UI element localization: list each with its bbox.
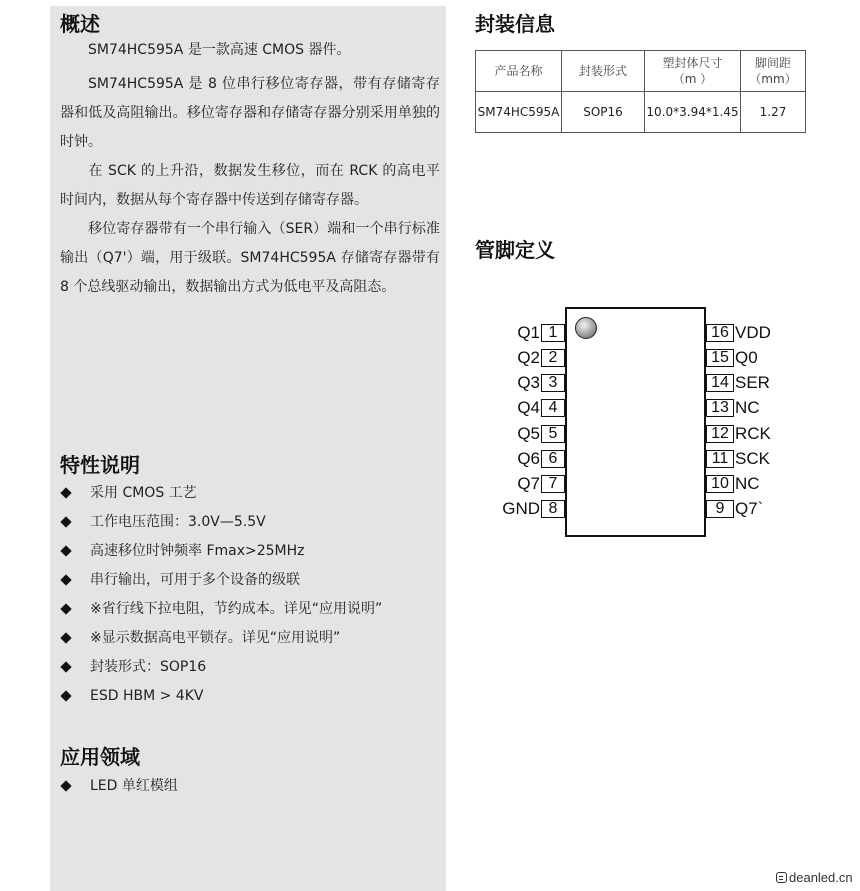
- feature-item: [60, 624, 440, 653]
- header-product-name: 产品名称: [476, 51, 562, 92]
- overview-heading: 概述: [60, 12, 100, 36]
- pin-number: 4: [541, 399, 565, 417]
- deanled-logo-icon: [776, 872, 787, 883]
- diamond-bullet-icon: [60, 690, 71, 701]
- watermark: [776, 870, 853, 885]
- pin-label: Q6: [517, 449, 540, 468]
- header-package-type: 封装形式: [562, 51, 645, 92]
- pin-number: 14: [706, 374, 734, 392]
- application-item: [60, 772, 440, 801]
- pin-number: 7: [541, 475, 565, 493]
- diamond-bullet-icon: [60, 632, 71, 643]
- pin-label: NC: [735, 398, 760, 417]
- package-heading: 封装信息: [475, 12, 555, 36]
- pin-5: [517, 425, 565, 443]
- pin-number: 9: [706, 500, 734, 518]
- feature-item: [60, 566, 440, 595]
- pin-number: 10: [706, 475, 734, 493]
- overview-paragraph-4: [60, 215, 440, 302]
- pin-number: 5: [541, 425, 565, 443]
- overview-paragraph-2: [60, 70, 440, 157]
- pin-8: [502, 500, 565, 518]
- pin-label: SER: [735, 373, 770, 392]
- features-heading: 特性说明: [60, 453, 140, 477]
- overview-text-1: SM74HC595A 是一款高速 CMOS 器件。: [88, 42, 351, 58]
- feature-item: [60, 595, 440, 624]
- diamond-bullet-icon: [60, 661, 71, 672]
- feature-text: 封装形式：SOP16: [90, 659, 207, 675]
- pin-2: [517, 349, 565, 367]
- pin-label: NC: [735, 474, 760, 493]
- applications-heading: 应用领域: [60, 745, 140, 769]
- pin-6: [517, 450, 565, 468]
- pin-label: Q2: [517, 348, 540, 367]
- diamond-bullet-icon: [60, 603, 71, 614]
- pin-9: [706, 500, 763, 518]
- pin-number: 6: [541, 450, 565, 468]
- pin-label: Q0: [735, 348, 758, 367]
- feature-text: 采用 CMOS 工艺: [90, 485, 197, 501]
- pin-number: 16: [706, 324, 734, 342]
- watermark-text: deanled.cn: [789, 870, 853, 885]
- applications-list: [60, 772, 440, 801]
- pin-number: 13: [706, 399, 734, 417]
- pin-label: Q1: [517, 323, 540, 342]
- cell-package-type: SOP16: [562, 92, 645, 133]
- feature-text: ESD HBM > 4KV: [90, 688, 204, 704]
- feature-item: [60, 653, 440, 682]
- pin-13: [706, 399, 760, 417]
- application-text: LED 单红模组: [90, 778, 178, 794]
- header-pin-pitch: 脚间距 （mm）: [741, 51, 806, 92]
- pin-1: [517, 324, 565, 342]
- feature-item: [60, 682, 440, 711]
- overview-paragraph-3: [60, 157, 440, 215]
- overview-paragraph-1: [60, 36, 440, 65]
- pinout-heading: 管脚定义: [475, 238, 555, 262]
- ic-package-body: [565, 307, 706, 537]
- table-row: [476, 92, 806, 133]
- pin-number: 3: [541, 374, 565, 392]
- diamond-bullet-icon: [60, 780, 71, 791]
- diamond-bullet-icon: [60, 487, 71, 498]
- cell-body-size: 10.0*3.94*1.45: [645, 92, 741, 133]
- pin-label: Q5: [517, 424, 540, 443]
- pin-number: 8: [541, 500, 565, 518]
- feature-text: 高速移位时钟频率 Fmax>25MHz: [90, 543, 305, 559]
- overview-text-4: 移位寄存器带有一个串行输入（SER）端和一个串行标准输出（Q7'）端，用于级联。SM74HC595A 存储寄存器带有 8 个总线驱动输出，数据输出方式为低电平及高阻态。: [60, 221, 440, 295]
- pin-3: [517, 374, 565, 392]
- cell-product-name: SM74HC595A: [476, 92, 562, 133]
- table-header-row: [476, 51, 806, 92]
- pin-14: [706, 374, 770, 392]
- feature-text: ※显示数据高电平锁存。详见“应用说明”: [90, 630, 341, 646]
- overview-text-2: SM74HC595A 是 8 位串行移位寄存器，带有存储寄存器和低及高阻输出。移位寄存器和存储寄存器分别采用单独的时钟。: [60, 76, 440, 150]
- pin-label: Q4: [517, 398, 540, 417]
- pin1-marker-icon: [575, 317, 597, 339]
- pin-label: Q7: [517, 474, 540, 493]
- header-body-size: 塑封体尺寸 （m ）: [645, 51, 741, 92]
- pin-label: SCK: [735, 449, 770, 468]
- feature-item: [60, 508, 440, 537]
- pin-number: 12: [706, 425, 734, 443]
- diamond-bullet-icon: [60, 545, 71, 556]
- pin-label: VDD: [735, 323, 771, 342]
- pin-12: [706, 425, 771, 443]
- pin-label: RCK: [735, 424, 771, 443]
- feature-text: ※省行线下拉电阻，节约成本。详见“应用说明”: [90, 601, 383, 617]
- package-table: [475, 50, 806, 133]
- pin-15: [706, 349, 758, 367]
- pin-label: Q7`: [735, 499, 764, 518]
- feature-text: 工作电压范围：3.0V—5.5V: [90, 514, 266, 530]
- pin-label: GND: [502, 499, 540, 518]
- cell-pin-pitch: 1.27: [741, 92, 806, 133]
- feature-item: [60, 537, 440, 566]
- pin-7: [517, 475, 565, 493]
- pin-11: [706, 450, 770, 468]
- features-list: [60, 479, 440, 711]
- pin-16: [706, 324, 771, 342]
- pin-4: [517, 399, 565, 417]
- pin-number: 2: [541, 349, 565, 367]
- diamond-bullet-icon: [60, 516, 71, 527]
- feature-text: 串行输出，可用于多个设备的级联: [90, 572, 300, 588]
- pin-number: 1: [541, 324, 565, 342]
- feature-item: [60, 479, 440, 508]
- overview-text-3: 在 SCK 的上升沿，数据发生移位，而在 RCK 的高电平时间内，数据从每个寄存器中传送到存储寄存器。: [60, 163, 440, 208]
- pin-number: 11: [706, 450, 734, 468]
- pin-number: 15: [706, 349, 734, 367]
- pin-10: [706, 475, 760, 493]
- diamond-bullet-icon: [60, 574, 71, 585]
- pin-label: Q3: [517, 373, 540, 392]
